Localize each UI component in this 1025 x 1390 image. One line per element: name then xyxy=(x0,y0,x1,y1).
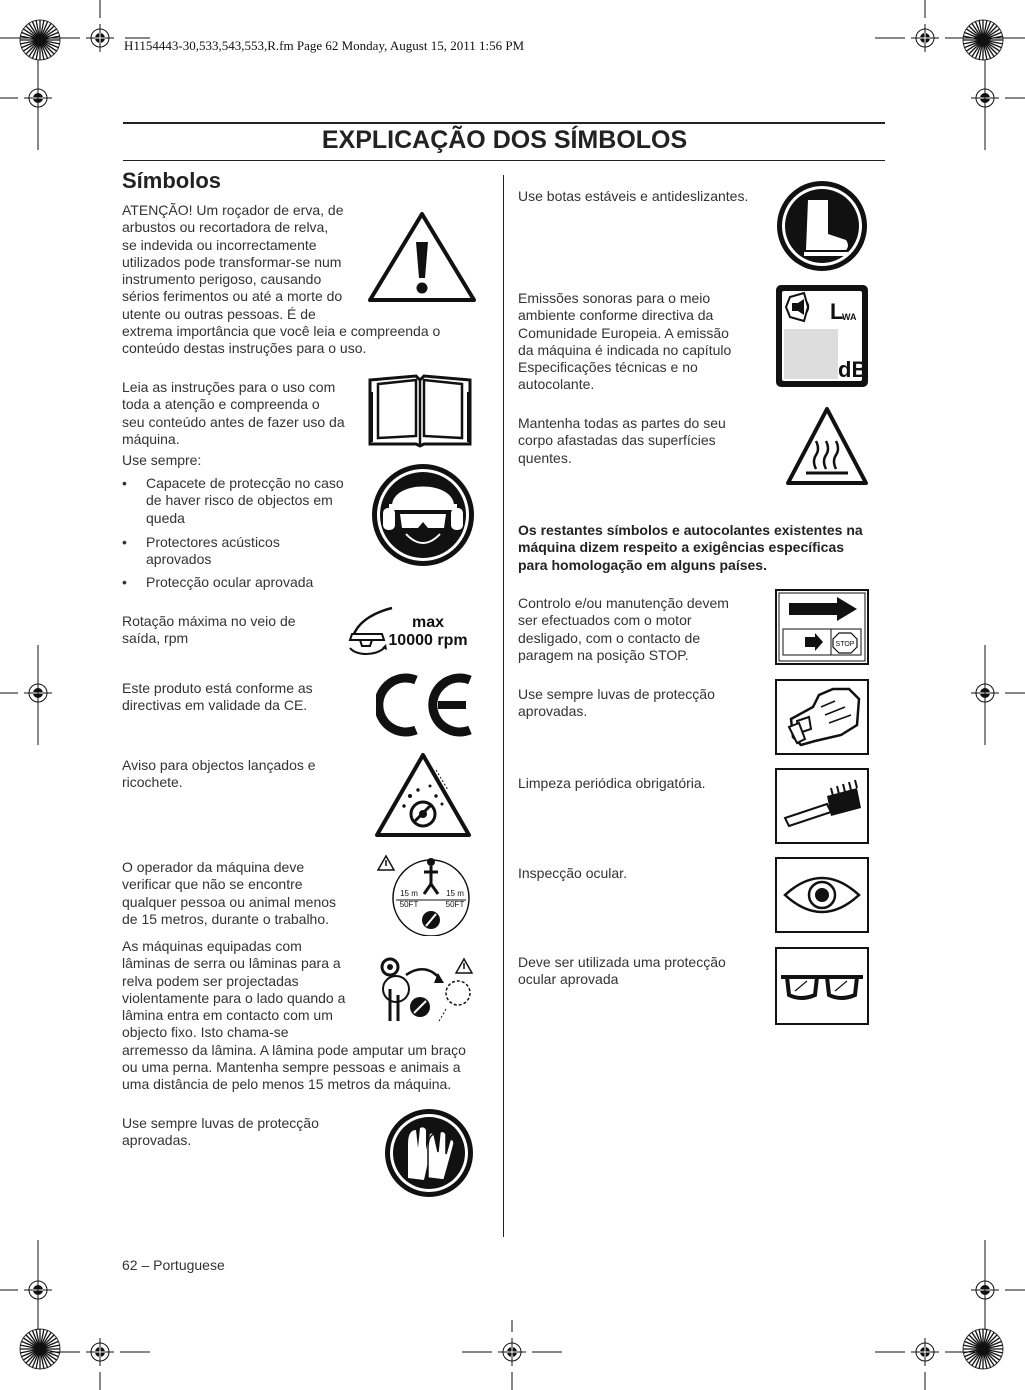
print-header: H1154443-30,533,543,553,R.fm Page 62 Monday, August 15, 2011 1:56 PM xyxy=(124,38,525,53)
gloves-text-right: Use sempre luvas de protecção aprovadas. xyxy=(518,686,715,720)
gloves-text-left: Use sempre luvas de protecção aprovadas. xyxy=(122,1115,319,1149)
max-rpm-icon xyxy=(346,604,476,658)
eye-inspection-text: Inspecção ocular. xyxy=(518,865,627,881)
cleaning-brush-icon xyxy=(775,768,869,844)
blade-thrust-icon xyxy=(376,955,476,1025)
svg-text:15 m: 15 m xyxy=(446,889,464,898)
bullet-ear-protection: • Protectores acústicos aprovados xyxy=(122,534,280,568)
safety-glasses-icon xyxy=(775,947,869,1025)
stop-switch-icon xyxy=(775,589,869,665)
svg-text:max: max xyxy=(411,614,445,631)
svg-text:10000 rpm: 10000 rpm xyxy=(388,632,468,649)
eye-icon xyxy=(775,857,869,933)
blade-thrust-text: As máquinas equipadas com lâminas de serra ou lâminas para a relva podem ser projectadas violentamente para o lado quando a lâmina entra em contacto com um objecto fixo. Isto chama-se arremesso da lâmina. A lâmina pode amputar um braço ou uma perna. Mantenha sempre pessoas e animais a uma distância de pelo menos 15 metros da máquina. xyxy=(122,938,466,1093)
hot-surface-warning-icon xyxy=(784,405,870,487)
ce-text: Este produto está conforme as directivas em validade da CE. xyxy=(122,680,313,714)
noise-emission-text: Emissões sonoras para o meio ambiente conforme directiva da Comunidade Europeia. A emissão da máquina é indicada no capítulo Especificações técnicas e no autocolante. xyxy=(518,290,732,393)
thrown-objects-text: Aviso para objectos lançados e ricochete. xyxy=(122,757,316,791)
title-rule-top xyxy=(123,122,885,124)
svg-text:dB: dB xyxy=(838,357,868,382)
helmet-ear-eye-protection-icon xyxy=(370,462,476,568)
column-divider xyxy=(503,175,504,1237)
use-always-label: Use sempre: xyxy=(122,452,202,468)
bullet-helmet: • Capacete de protecção no caso de haver risco de objectos em queda xyxy=(122,475,344,526)
svg-text:50FT: 50FT xyxy=(399,900,419,909)
hot-surface-text: Mantenha todas as partes do seu corpo afastadas das superfícies quentes. xyxy=(518,415,726,466)
safety-distance-text: O operador da máquina deve verificar que não se encontre qualquer pessoa ou animal menos de 15 metros, durante o trabalho. xyxy=(122,859,337,927)
svg-text:L: L xyxy=(830,299,844,324)
svg-text:STOP: STOP xyxy=(835,641,855,648)
ce-mark-icon xyxy=(376,672,476,738)
protective-gloves-icon xyxy=(384,1108,474,1198)
thrown-objects-warning-icon xyxy=(374,752,472,838)
safety-boots-icon xyxy=(776,180,868,272)
svg-text:WA: WA xyxy=(842,312,857,322)
svg-text:50FT: 50FT xyxy=(445,900,465,909)
noise-level-label-icon xyxy=(774,283,870,389)
page-title: EXPLICAÇÃO DOS SÍMBOLOS xyxy=(321,126,688,154)
goggles-text: Deve ser utilizada uma protecção ocular aprovada xyxy=(518,954,726,988)
page-footer: 62 – Portuguese xyxy=(122,1257,225,1273)
stop-maintenance-text: Controlo e/ou manutenção devem ser efectuados com o motor desligado, com o contacto de paragem na posição STOP. xyxy=(518,595,729,663)
svg-text:15 m: 15 m xyxy=(400,889,418,898)
warning-triangle-icon xyxy=(366,210,478,304)
title-rule-bottom xyxy=(123,160,885,161)
bullet-eye-protection: • Protecção ocular aprovada xyxy=(122,574,314,590)
other-symbols-note: Os restantes símbolos e autocolantes existentes na máquina dizem respeito a exigências específicas para homologação em alguns países. xyxy=(518,522,863,573)
manual-text: Leia as instruções para o uso com toda a atenção e compreenda o seu conteúdo antes de fazer uso da máquina. xyxy=(122,379,345,447)
rpm-text: Rotação máxima no veio de saída, rpm xyxy=(122,613,296,647)
cleaning-text: Limpeza periódica obrigatória. xyxy=(518,775,706,791)
safety-distance-icon xyxy=(376,850,476,936)
glove-icon xyxy=(775,679,869,755)
warning-text: ATENÇÃO! Um roçador de erva, de arbustos ou recortadora de relva, se indevida ou incorrectamente utilizados pode transformar-se num instrumento perigoso, causando sérios ferimentos ou até a morte do utente ou outras pessoas. É de extrema importância que você leia e compreenda o conteúdo destas instruções para o uso. xyxy=(122,202,441,357)
open-book-icon xyxy=(366,372,474,448)
boots-text: Use botas estáveis e antideslizantes. xyxy=(518,188,749,204)
section-title: Símbolos xyxy=(122,168,222,193)
